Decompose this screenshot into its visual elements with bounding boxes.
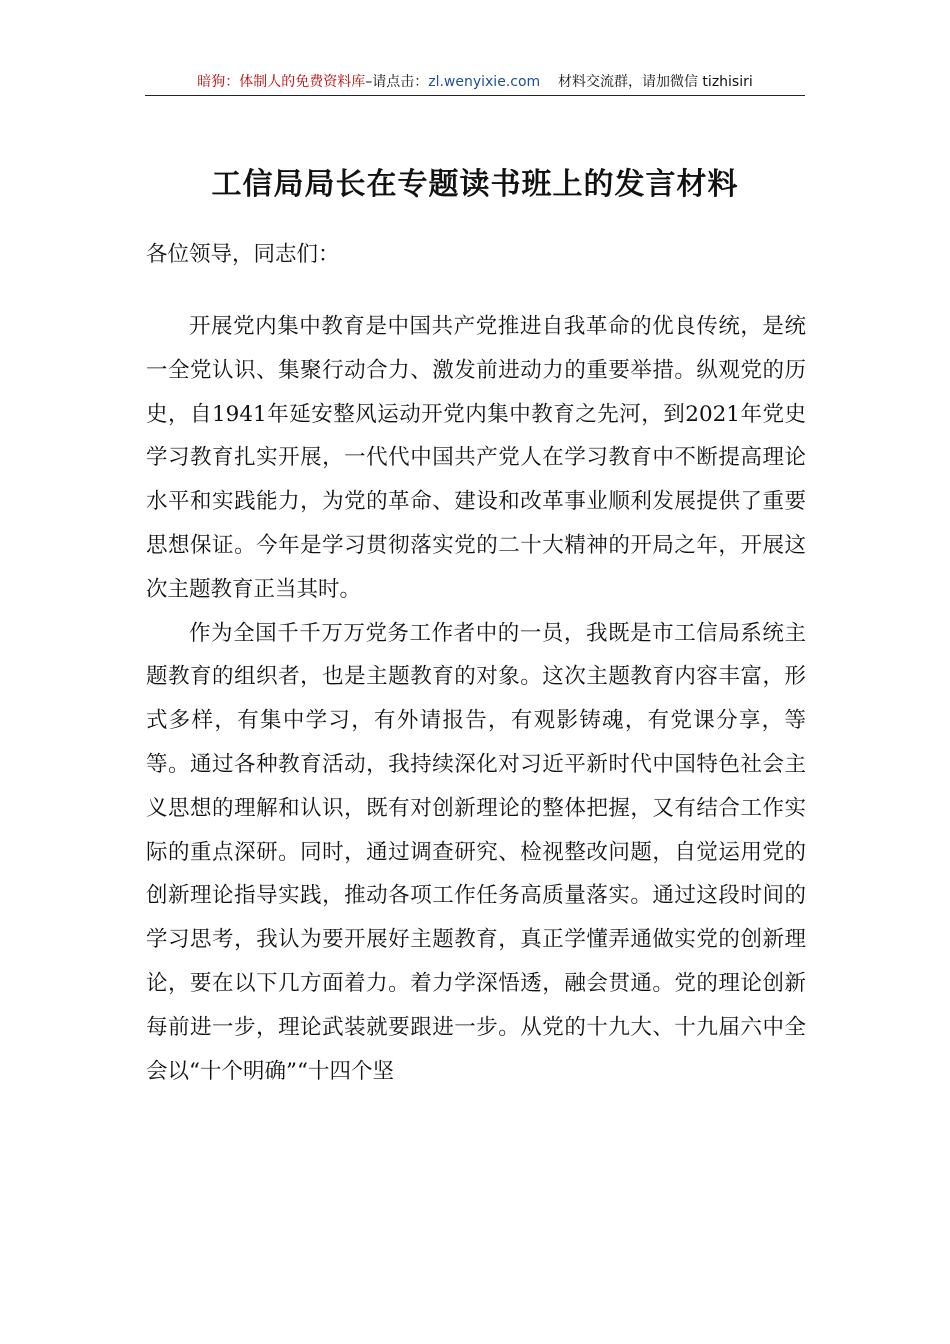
paragraph: 作为全国千千万万党务工作者中的一员，我既是市工信局系统主题教育的组织者，也是主题教育的对象。这次主题教育内容丰富，形式多样，有集中学习，有外请报告，有观影铸魂，有党课分享，等等。通过各种教育活动，我持续深化对习近平新时代中国特色社会主义思想的理解和认识，既有对创新理论的整体把握，又有结合工作实际的重点深研。同时，通过调查研究、检视整改问题，自觉运用党的创新理论指导实践，推动各项工作任务高质量落实。通过这段时间的学习思考，我认为要开展好主题教育，真正学懂弄通做实党的创新理论，要在以下几方面着力。着力学深悟透，融会贯通。党的理论创新每前进一步，理论武装就要跟进一步。从党的十九大、十九届六中全会以“十个明确”“十四个坚 [146, 620, 806, 1084]
header-url-link[interactable]: zl.wenyixie.com [428, 74, 541, 90]
document-body [146, 305, 806, 1093]
header-divider [145, 95, 805, 96]
header-wechat-note: 材料交流群，请加微信 tizhisiri [557, 74, 753, 90]
document-title: 工信局局长在专题读书班上的发言材料 [211, 167, 739, 202]
paragraph: 开展党内集中教育是中国共产党推进自我革命的优良传统，是统一全党认识、集聚行动合力、激发前进动力的重要举措。纵观党的历史，自1941年延安整风运动开党内集中教育之先河，到2021年党史学习教育扎实开展，一代代中国共产党人在学习教育中不断提高理论水平和实践能力，为党的革命、建设和改革事业顺利发展提供了重要思想保证。今年是学习贯彻落实党的二十大精神的开局之年，开展这次主题教育正当其时。 [146, 314, 806, 602]
page-header [145, 70, 805, 94]
greeting: 各位领导，同志们： [146, 242, 340, 267]
header-prompt: –请点击： [365, 74, 429, 90]
header-brand: 暗狗：体制人的免费资料库 [197, 74, 366, 90]
